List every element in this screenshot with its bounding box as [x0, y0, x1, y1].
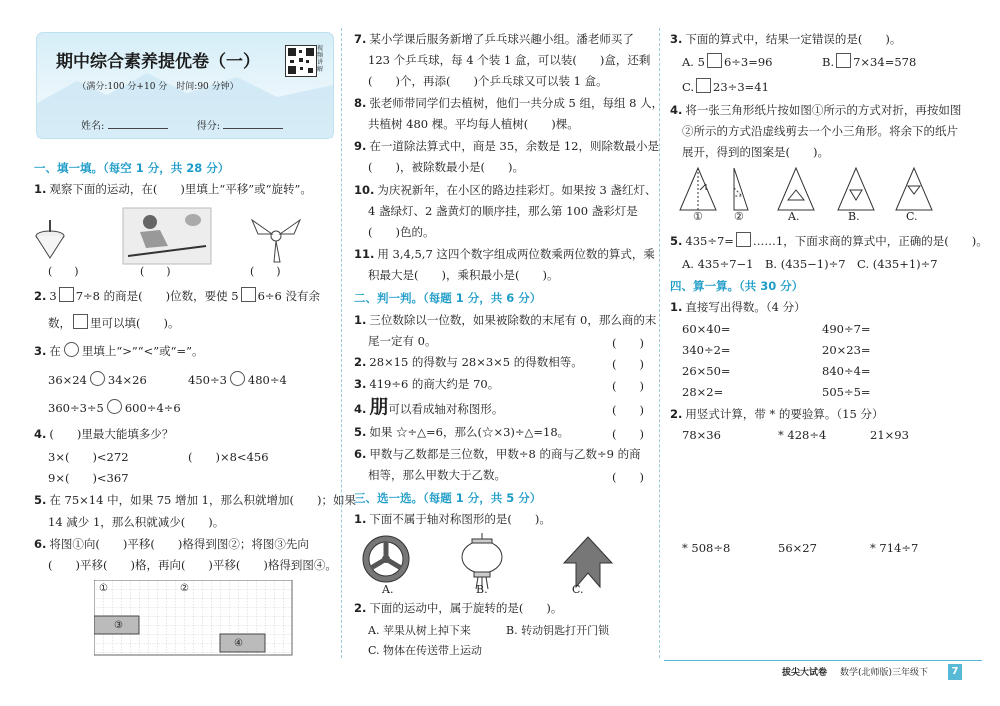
question-6-line-2: ( )平移( )格，再向( )平移( )格得到图④。	[48, 558, 337, 572]
judge-1: 1. 三位数除以一位数，如果被除数的末尾有 0，那么商的末	[354, 313, 657, 327]
fig-2-label: ②	[734, 210, 744, 223]
figure-2-label: ②	[180, 583, 189, 594]
question-4-item: 3×( )<272	[48, 450, 129, 464]
lantern-icon	[462, 533, 502, 589]
oral-calc-item: 340÷2=	[682, 343, 731, 357]
choice-3-b[interactable]: B. 7×34=578	[822, 55, 917, 69]
blank-box	[696, 78, 711, 93]
vertical-calc-item: 21×93	[870, 428, 909, 442]
score-label: 得分:	[196, 121, 221, 132]
figure-4-label: ④	[234, 638, 243, 649]
section-4-heading: 四、算一算。（共 30 分）	[670, 279, 804, 293]
oral-calc-item: 60×40=	[682, 322, 731, 336]
question-4-item: ( )×8<456	[188, 450, 269, 464]
question-11-line-2: 积最大是( )，乘积最小是( )。	[368, 268, 559, 282]
question-5: 5. 在 75×14 中，如果 75 增加 1，那么积就增加( )；如果	[34, 493, 356, 507]
fold-triangle-1	[680, 168, 716, 210]
question-2-line-2: 数， 里可以填( )。	[48, 316, 180, 330]
circle-blank	[64, 342, 79, 357]
question-8-line-2: 共植树 480 棵。平均每人植树( )棵。	[368, 117, 579, 131]
choice-3-c[interactable]: C. 23÷3=41	[682, 80, 769, 94]
page-subtitle: （满分:100 分+10 分 时间:90 分钟）	[77, 82, 239, 92]
choice-2-b[interactable]: B. 转动钥匙打开门锁	[506, 624, 610, 637]
answer-blank[interactable]: ( )	[140, 265, 171, 278]
judge-2: 2. 28×15 的得数与 28×3×5 的得数相等。	[354, 355, 583, 369]
oral-calc-item: 505÷5=	[822, 385, 871, 399]
column-1	[28, 0, 356, 706]
column-divider	[341, 28, 342, 658]
question-10-line-2: 4 盏绿灯、2 盏黄灯的顺序挂，那么第 100 盏彩灯是	[368, 204, 638, 218]
choice-3: 3. 下面的算式中，结果一定错误的是( )。	[670, 32, 902, 46]
vertical-calc-item: * 714÷7	[870, 541, 919, 555]
choice-4: 4. 将一张三角形纸片按如图①所示的方式对折，再按如图	[670, 103, 962, 117]
question-3: 3. 在 里填上“>”“<”或“=”。	[34, 344, 204, 358]
footer-rule	[664, 660, 982, 661]
choice-4-c[interactable]: C.	[906, 210, 918, 223]
section-3-heading: 三、选一选。（每题 1 分，共 5 分）	[354, 491, 542, 505]
question-8: 8. 张老师带同学们去植树，他们一共分成 5 组，每组 8 人，	[354, 96, 664, 110]
oral-calc-item: 20×23=	[822, 343, 871, 357]
calc-2: 2. 用竖式计算，带 * 的要验算。（15 分）	[670, 407, 884, 421]
question-7: 7. 某小学课后服务新增了乒乓球兴趣小组。潘老师买了	[354, 32, 634, 46]
choice-5: 5. 435÷7= ……1，下面求商的算式中，正确的是( )。	[670, 234, 988, 248]
question-2: 2. 3 7÷8 的商是( )位数，要使 5 6÷6 没有余	[34, 289, 321, 303]
oral-calc-item: 26×50=	[682, 364, 731, 378]
judge-1-line-2: 尾一定有 0。	[368, 334, 437, 348]
blank-box	[836, 53, 851, 68]
blank-box	[736, 232, 751, 247]
blank-box[interactable]	[73, 314, 88, 329]
triangle-fold-figures	[678, 166, 978, 216]
blank-box[interactable]	[241, 287, 256, 302]
page-title: 期中综合素养提优卷（一）	[56, 52, 260, 72]
question-3-row-2: 360÷3÷5 600÷4÷6	[48, 401, 181, 415]
question-5-line-2: 14 减少 1，那么积就减少( )。	[48, 515, 225, 529]
compare-circle[interactable]	[107, 399, 122, 414]
footer-subject: 数学(北师版)三年级下	[840, 668, 929, 678]
blank-box	[707, 53, 722, 68]
figure-3-label: ③	[114, 620, 123, 631]
choice-1-b[interactable]: B.	[476, 583, 488, 596]
choice-2-a[interactable]: A. 苹果从树上掉下来	[368, 624, 471, 637]
house-shape-icon	[564, 537, 612, 587]
choice-3-a[interactable]: A. 5 6÷3=96	[682, 55, 773, 69]
option-a-shape	[778, 168, 814, 210]
ceiling-fan-icon	[252, 220, 300, 262]
judge-3-answer[interactable]: ( )	[612, 379, 644, 393]
choice-4-a[interactable]: A.	[788, 210, 800, 223]
name-label: 姓名:	[81, 121, 105, 132]
question-3-row-1: 36×24 34×26	[48, 373, 147, 387]
question-10: 10. 为庆祝新年，在小区的路边挂彩灯。如果按 3 盏红灯、	[354, 183, 657, 197]
judge-4: 4. 朋可以看成轴对称图形。	[354, 396, 504, 418]
motion-pictures	[28, 206, 328, 268]
judge-1-answer[interactable]: ( )	[612, 336, 644, 350]
question-11: 11. 用 3,4,5,7 这四个数字组成两位数乘两位数的算式，乘	[354, 247, 655, 261]
choice-4-line-3: 展开，得到的图案是( )。	[682, 145, 829, 159]
compare-circle[interactable]	[90, 371, 105, 386]
footer-brand: 拔尖大试卷	[782, 668, 828, 678]
column-3	[664, 0, 988, 706]
option-c-shape	[896, 168, 932, 210]
column-2	[346, 0, 664, 706]
oral-calc-item: 28×2=	[682, 385, 724, 399]
page-number: 7	[948, 664, 962, 680]
option-b-shape	[838, 168, 874, 210]
figure-1-label: ①	[99, 583, 108, 594]
judge-3: 3. 419÷6 的商大约是 70。	[354, 377, 500, 391]
judge-2-answer[interactable]: ( )	[612, 357, 644, 371]
fig-1-label: ①	[693, 210, 703, 223]
wheel-icon	[363, 536, 409, 582]
translation-grid	[94, 580, 294, 656]
question-1: 1. 观察下面的运动，在( )里填上“平移”或“旋转”。	[34, 182, 312, 196]
choice-5-options[interactable]: A. 435÷7−1 B. (435−1)÷7 C. (435+1)÷7	[682, 257, 938, 271]
question-4: 4. ( )里最大能填多少？	[34, 427, 174, 441]
qr-label: 视频讲解	[317, 45, 324, 73]
question-7-line-2: 123 个乒乓球，每 4 个装 1 盒，可以装( )盒，还剩	[368, 53, 651, 67]
question-4-item: 9×( )<367	[48, 471, 129, 485]
vertical-calc-item: 78×36	[682, 428, 721, 442]
choice-1: 1. 下面不属于轴对称图形的是( )。	[354, 512, 551, 526]
choice-4-line-2: ②所示的方式沿虚线剪去一个小三角形。将余下的纸片	[682, 124, 958, 138]
question-9-line-2: ( )，被除数最小是( )。	[368, 160, 524, 174]
calc-1: 1. 直接写出得数。（4 分）	[670, 300, 806, 314]
fold-triangle-2	[734, 168, 748, 210]
section-2-heading: 二、判一判。（每题 1 分，共 6 分）	[354, 291, 542, 305]
blank-box[interactable]	[59, 287, 74, 302]
judge-6-line-2: 相等，那么甲数大于乙数。	[368, 468, 506, 482]
question-10-line-3: ( )色的。	[368, 225, 435, 239]
answer-blank[interactable]: ( )	[48, 265, 79, 278]
vertical-calc-item: * 428÷4	[778, 428, 827, 442]
question-9: 9. 在一道除法算式中，商是 35，余数是 12，则除数最小是	[354, 139, 659, 153]
judge-6-answer[interactable]: ( )	[612, 470, 644, 484]
choice-1-c[interactable]: C.	[572, 583, 584, 596]
vertical-calc-item: * 508÷8	[682, 541, 731, 555]
choice-2: 2. 下面的运动中，属于旋转的是( )。	[354, 601, 563, 615]
question-7-line-3: ( )个，再添( )个乒乓球又可以装 1 盒。	[368, 74, 608, 88]
judge-6: 6. 甲数与乙数都是三位数，甲数÷8 的商与乙数÷9 的商	[354, 447, 641, 461]
oral-calc-item: 490÷7=	[822, 322, 871, 336]
choice-2-c[interactable]: C. 物体在传送带上运动	[368, 644, 483, 657]
answer-blank[interactable]: ( )	[250, 265, 281, 278]
compare-circle[interactable]	[230, 371, 245, 386]
judge-5-answer[interactable]: ( )	[612, 427, 644, 441]
section-1-heading: 一、填一填。（每空 1 分，共 28 分）	[34, 161, 230, 175]
choice-1-a[interactable]: A.	[382, 583, 394, 596]
question-3-row-1b: 450÷3 480÷4	[188, 373, 287, 387]
spinning-top-icon	[36, 220, 64, 258]
choice-4-b[interactable]: B.	[848, 210, 860, 223]
question-6: 6. 将图①向( )平移( )格得到图②；将图③先向	[34, 537, 309, 551]
judge-4-answer[interactable]: ( )	[612, 403, 644, 417]
skier-icon	[123, 208, 211, 264]
column-divider	[659, 28, 660, 658]
judge-5: 5. 如果 ☆÷△=6，那么(☆×3)÷△=18。	[354, 425, 570, 439]
choice-1-figures	[356, 533, 656, 591]
vertical-calc-item: 56×27	[778, 541, 817, 555]
oral-calc-item: 840÷4=	[822, 364, 871, 378]
